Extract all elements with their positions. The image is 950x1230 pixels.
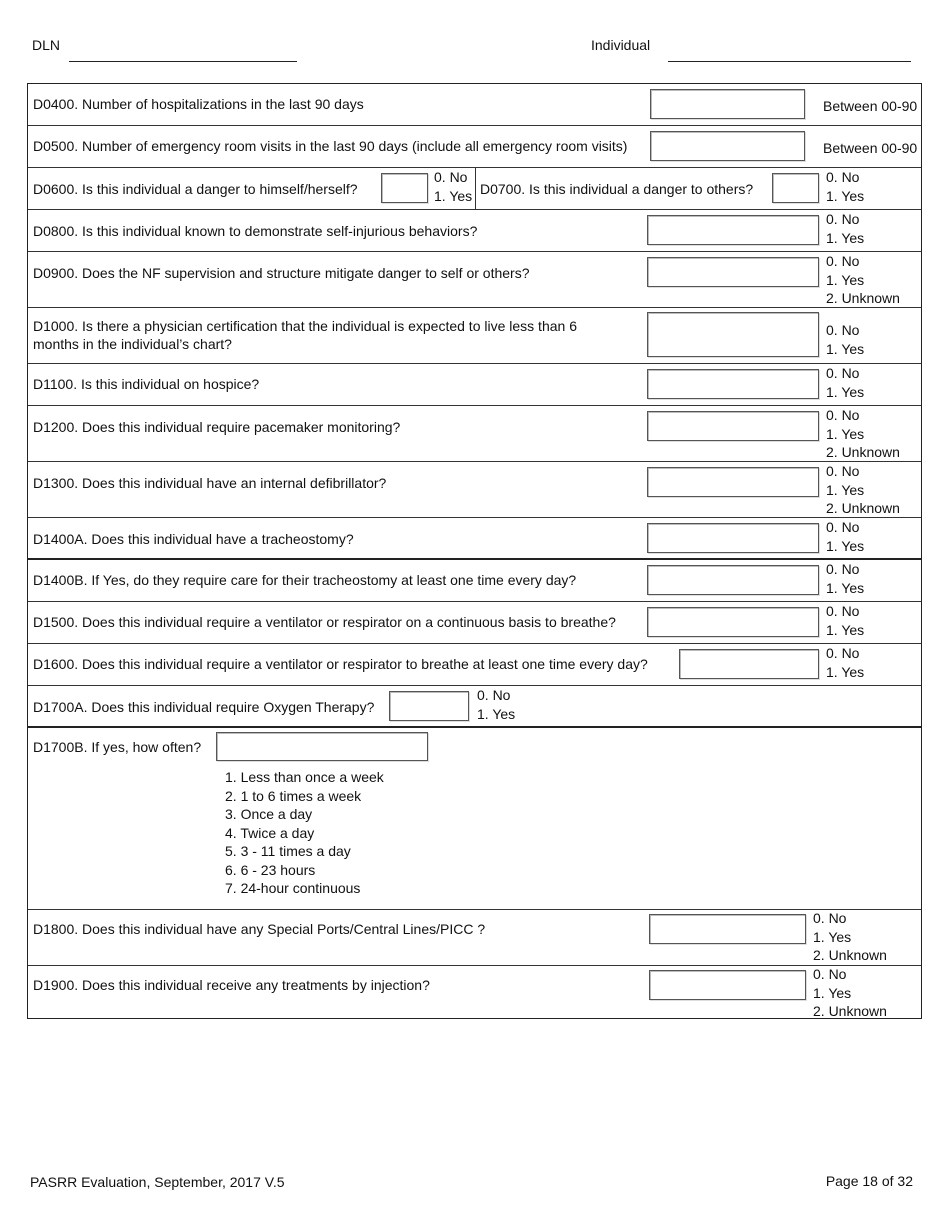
options-d1400a [826, 518, 864, 555]
dln-label: DLN [32, 37, 61, 53]
option-unknown: 2. Unknown [826, 290, 900, 306]
option-5: 5. 3 - 11 times a day [225, 843, 351, 859]
option-yes: 1. Yes [826, 579, 865, 596]
options-d0600 [434, 168, 472, 205]
answer-box-d1600[interactable] [679, 649, 819, 679]
options-d1100 [826, 364, 864, 401]
question-d1400a-text: D1400A. Does this individual have a tracheostomy? [33, 531, 354, 547]
option-unknown: 2. Unknown [813, 947, 887, 963]
question-row-d0600-d0700 [28, 168, 921, 210]
question-row-d1600 [28, 644, 921, 686]
answer-box-d1300[interactable] [647, 467, 819, 497]
option-yes: 1. Yes [826, 537, 865, 554]
question-row-d1000 [28, 308, 921, 364]
question-d1100-text: D1100. Is this individual on hospice? [33, 376, 260, 392]
option-yes: 1. Yes [826, 425, 865, 442]
question-d1300-text: D1300. Does this individual have an internal defibrillator? [33, 475, 387, 491]
question-row-d0800 [28, 210, 921, 252]
option-1: 1. Less than once a week [225, 769, 384, 785]
options-d1500 [826, 602, 864, 639]
dln-field[interactable] [69, 61, 297, 62]
question-d0800-text: D0800. Is this individual known to demonstrate self-injurious behaviors? [33, 223, 478, 239]
option-no: 0. No [826, 463, 860, 479]
options-d1800 [813, 909, 887, 965]
option-yes: 1. Yes [434, 187, 473, 204]
answer-box-d1000[interactable] [647, 312, 819, 357]
range-d0500: Between 00-90 [823, 140, 918, 156]
option-yes: 1. Yes [826, 481, 865, 498]
option-no: 0. No [477, 687, 511, 703]
option-yes: 1. Yes [826, 229, 865, 246]
answer-box-d1100[interactable] [647, 369, 819, 399]
answer-box-d1700b[interactable] [216, 732, 428, 761]
options-d0700 [826, 168, 864, 205]
column-divider [475, 168, 476, 209]
range-d0400: Between 00-90 [823, 98, 918, 114]
option-6: 6. 6 - 23 hours [225, 861, 316, 878]
question-row-d0500 [28, 126, 921, 168]
option-yes: 1. Yes [826, 663, 865, 680]
option-yes: 1. Yes [826, 271, 865, 288]
question-row-d1300 [28, 462, 921, 518]
option-no: 0. No [813, 966, 847, 982]
question-d0900-text: D0900. Does the NF supervision and structure mitigate danger to self or others? [33, 265, 530, 281]
option-7: 7. 24-hour continuous [225, 880, 361, 896]
answer-box-d1800[interactable] [649, 914, 806, 944]
question-row-d1200 [28, 406, 921, 462]
individual-field[interactable] [668, 61, 911, 62]
question-row-d1100 [28, 364, 921, 406]
option-yes: 1. Yes [826, 383, 865, 400]
answer-box-d0800[interactable] [647, 215, 819, 245]
option-unknown: 2. Unknown [813, 1003, 887, 1019]
question-d1600-text: D1600. Does this individual require a ventilator or respirator to breathe at least one time every day? [33, 656, 648, 672]
question-row-d1500 [28, 602, 921, 644]
answer-box-d0400[interactable] [650, 89, 805, 119]
option-no: 0. No [826, 169, 860, 185]
options-d1900 [813, 965, 887, 1021]
option-no: 0. No [826, 645, 860, 661]
option-unknown: 2. Unknown [826, 500, 900, 516]
footer-version: PASRR Evaluation, September, 2017 V.5 [30, 1174, 285, 1190]
question-d1700b-text: D1700B. If yes, how often? [33, 739, 202, 755]
option-2: 2. 1 to 6 times a week [225, 787, 362, 804]
options-d1000 [826, 321, 864, 358]
answer-box-d1200[interactable] [647, 411, 819, 441]
answer-box-d0600[interactable] [381, 173, 428, 203]
option-4: 4. Twice a day [225, 824, 315, 841]
options-d1700a [477, 686, 515, 723]
question-d1000-text [33, 317, 577, 353]
question-row-d1700b [28, 728, 921, 910]
option-yes: 1. Yes [813, 928, 852, 945]
question-d0700-text: D0700. Is this individual a danger to others? [480, 181, 754, 197]
answer-box-d0700[interactable] [772, 173, 819, 203]
question-d1700a-text: D1700A. Does this individual require Oxygen Therapy? [33, 699, 375, 715]
answer-box-d1700a[interactable] [389, 691, 469, 721]
option-no: 0. No [826, 322, 860, 338]
answer-box-d1400a[interactable] [647, 523, 819, 553]
question-d1500-text: D1500. Does this individual require a ventilator or respirator on a continuous basis to breathe? [33, 614, 616, 630]
option-unknown: 2. Unknown [826, 444, 900, 460]
question-row-d1700a [28, 686, 921, 728]
option-no: 0. No [826, 365, 860, 381]
question-d1900-text: D1900. Does this individual receive any treatments by injection? [33, 977, 430, 993]
question-d0600-text: D0600. Is this individual a danger to himself/herself? [33, 181, 358, 197]
page-number: Page 18 of 32 [825, 1173, 913, 1189]
option-no: 0. No [813, 910, 847, 926]
question-d1400b-text: D1400B. If Yes, do they require care for their tracheostomy at least one time every day? [33, 572, 577, 588]
option-yes: 1. Yes [826, 621, 865, 638]
option-no: 0. No [826, 519, 860, 535]
option-no: 0. No [434, 169, 468, 185]
options-d1700b [225, 768, 384, 898]
question-row-d1900 [28, 966, 921, 1018]
options-d0900 [826, 252, 900, 308]
answer-box-d1400b[interactable] [647, 565, 819, 595]
option-3: 3. Once a day [225, 806, 313, 822]
answer-box-d0500[interactable] [650, 131, 805, 161]
answer-box-d1500[interactable] [647, 607, 819, 637]
question-row-d0400 [28, 84, 921, 126]
option-yes: 1. Yes [826, 340, 865, 357]
option-no: 0. No [826, 211, 860, 227]
question-row-d1800 [28, 910, 921, 966]
options-d1400b [826, 560, 864, 597]
answer-box-d0900[interactable] [647, 257, 819, 287]
question-d1200-text: D1200. Does this individual require pacemaker monitoring? [33, 419, 401, 435]
option-yes: 1. Yes [813, 984, 852, 1001]
form-section-d [27, 83, 922, 1019]
question-row-d1400a [28, 518, 921, 560]
options-d1200 [826, 406, 900, 462]
question-d0500-text: D0500. Number of emergency room visits in the last 90 days (include all emergency room visits) [33, 138, 628, 154]
option-yes: 1. Yes [477, 705, 516, 722]
option-no: 0. No [826, 561, 860, 577]
option-no: 0. No [826, 603, 860, 619]
options-d0800 [826, 210, 864, 247]
question-d1000-line2: months in the individual’s chart? [33, 336, 232, 352]
option-no: 0. No [826, 253, 860, 269]
options-d1600 [826, 644, 864, 681]
question-d1800-text: D1800. Does this individual have any Special Ports/Central Lines/PICC ? [33, 921, 486, 937]
question-d1000-line1: D1000. Is there a physician certification that the individual is expected to live less than 6 [33, 318, 577, 334]
question-row-d1400b [28, 560, 921, 602]
option-yes: 1. Yes [826, 187, 865, 204]
question-row-d0900 [28, 252, 921, 308]
question-d0400-text: D0400. Number of hospitalizations in the last 90 days [33, 96, 364, 112]
option-no: 0. No [826, 407, 860, 423]
options-d1300 [826, 462, 900, 518]
answer-box-d1900[interactable] [649, 970, 806, 1000]
individual-label: Individual [591, 37, 651, 53]
